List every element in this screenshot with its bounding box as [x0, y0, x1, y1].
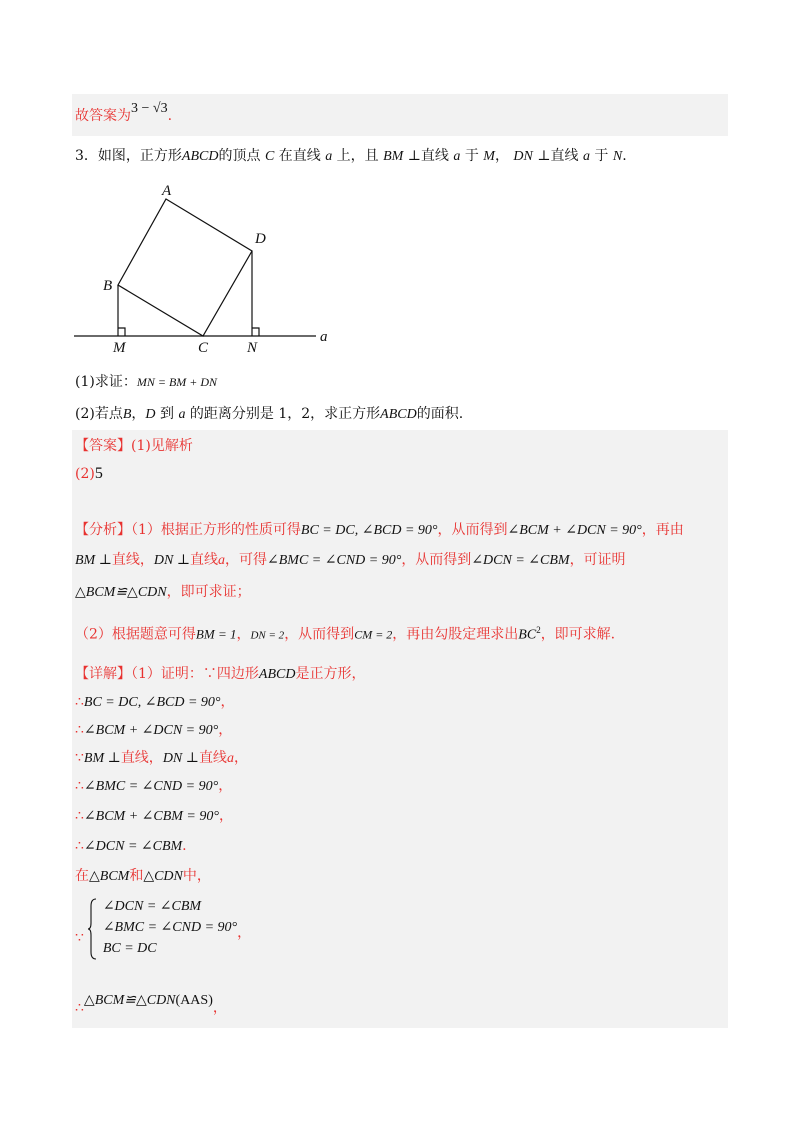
label-N: N — [247, 340, 258, 356]
square-abcd — [118, 199, 252, 336]
detail-line-1: 【详解】（1）证明：∵四边形ABCD是正方形， — [75, 666, 366, 682]
detail-line-4: ∵BM ⊥直线，DN ⊥直线a， — [75, 750, 248, 766]
answer-line-2: (2)5 — [75, 465, 103, 482]
detail-line-8: 在△BCM和△CDN中， — [75, 868, 211, 884]
label-a: a — [320, 329, 328, 345]
problem-statement: 3．如图，正方形ABCD的顶点 C 在直线 a 上，且 BM ⊥直线 a 于 M， DN ⊥直线 a 于 N. — [75, 148, 627, 164]
left-brace — [88, 898, 98, 960]
label-D: D — [255, 231, 266, 247]
label-M: M — [113, 340, 126, 356]
detail-line-3: ∴∠BCM + ∠DCN = 90°， — [75, 722, 233, 738]
previous-answer: 故答案为3 − √3. — [75, 101, 173, 124]
analysis-line-2: BM ⊥直线，DN ⊥直线a，可得∠BMC = ∠CND = 90°，从而得到∠DCN = ∠CBM，可证明 — [75, 552, 626, 568]
label-C: C — [198, 340, 209, 356]
analysis-line-1: 【分析】（1）根据正方形的性质可得BC = DC, ∠BCD = 90°，从而得到∠BCM + ∠DCN = 90°，再由 — [75, 522, 684, 538]
question-1: (1)求证：MN = BM + DN — [75, 374, 218, 390]
equation-system: ∵ ∠DCN = ∠CBM ∠BMC = ∠CND = 90°， BC = DC — [75, 896, 251, 960]
label-B: B — [103, 278, 113, 294]
system-eq-2: ∠BMC = ∠CND = 90° — [102, 920, 238, 935]
detail-line-9: ∴△BCM≌△CDN(AAS)， — [75, 993, 227, 1016]
question-2: (2)若点B，D 到 a 的距离分别是 1，2，求正方形ABCD的面积. — [75, 406, 464, 422]
detail-line-7: ∴∠DCN = ∠CBM. — [75, 838, 187, 854]
square-geometry-figure — [0, 0, 800, 370]
detail-line-5: ∴∠BMC = ∠CND = 90°， — [75, 778, 233, 794]
answer-line-1: 【答案】(1)见解析 — [75, 438, 193, 454]
analysis-line-4: （2）根据题意可得BM = 1，DN = 2，从而得到CM = 2，再由勾股定理求出$BC^2$，即可求解. — [75, 625, 616, 643]
answer-value: 3 − √3 — [131, 101, 168, 116]
detail-line-2: ∴BC = DC, ∠BCD = 90°， — [75, 694, 235, 710]
detail-line-6: ∴∠BCM + ∠CBM = 90°， — [75, 808, 233, 824]
right-angle-m — [118, 328, 125, 336]
system-eq-1: ∠DCN = ∠CBM — [102, 899, 202, 914]
label-A: A — [162, 183, 172, 199]
right-angle-n — [252, 328, 259, 336]
system-eq-3: BC = DC — [102, 941, 157, 956]
analysis-line-3: △BCM≌△CDN，即可求证； — [75, 584, 251, 600]
